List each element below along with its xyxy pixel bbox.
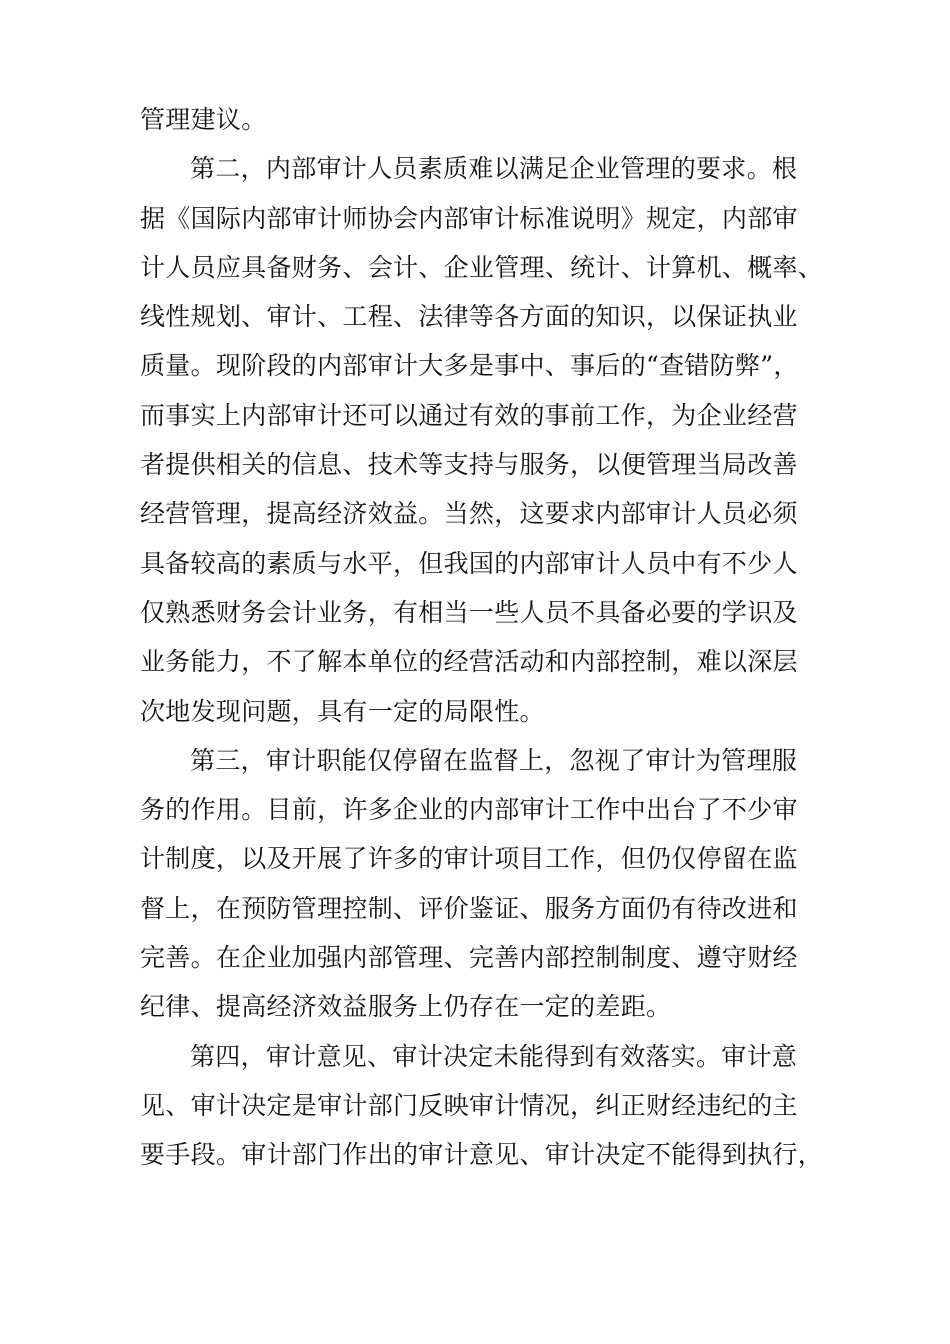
text-line: 纪律、提高经济效益服务上仍存在一定的差距。 [140,992,672,1022]
text-line: 具备较高的素质与水平，但我国的内部审计人员中有不少人 [140,548,798,578]
text-line: 而事实上内部审计还可以通过有效的事前工作，为企业经营 [140,400,798,430]
text-line: 要手段。审计部门作出的审计意见、审计决定不能得到执行， [140,1140,824,1170]
text-line: 经营管理，提高经济效益。当然，这要求内部审计人员必须 [140,499,798,529]
text-line: 第三，审计职能仅停留在监督上，忽视了审计为管理服 [190,745,798,775]
text-line: 质量。现阶段的内部审计大多是事中、事后的“查错防弊”， [140,351,799,381]
text-line: 据《国际内部审计师协会内部审计标准说明》规定，内部审 [140,203,798,233]
text-line: 次地发现问题，具有一定的局限性。 [140,696,545,726]
text-line: 务的作用。目前，许多企业的内部审计工作中出台了不少审 [140,795,798,825]
text-line: 第四，审计意见、审计决定未能得到有效落实。审计意 [190,1041,798,1071]
text-line: 者提供相关的信息、技术等支持与服务，以便管理当局改善 [140,450,798,480]
text-line: 计制度，以及开展了许多的审计项目工作，但仍仅停留在监 [140,844,798,874]
text-line: 线性规划、审计、工程、法律等各方面的知识，以保证执业 [140,302,798,332]
text-line: 仅熟悉财务会计业务，有相当一些人员不具备必要的学识及 [140,597,798,627]
text-line: 管理建议。 [140,105,267,134]
text-line: 业务能力，不了解本单位的经营活动和内部控制，难以深层 [140,647,798,677]
body-text [140,95,824,1180]
text-line: 计人员应具备财务、会计、企业管理、统计、计算机、概率、 [140,252,824,282]
text-line: 第二，内部审计人员素质难以满足企业管理的要求。根 [190,154,798,184]
text-line: 完善。在企业加强内部管理、完善内部控制制度、遵守财经 [140,943,798,973]
text-line: 见、审计决定是审计部门反映审计情况，纠正财经违纪的主 [140,1090,798,1120]
text-line: 督上，在预防管理控制、评价鉴证、服务方面仍有待改进和 [140,893,798,923]
